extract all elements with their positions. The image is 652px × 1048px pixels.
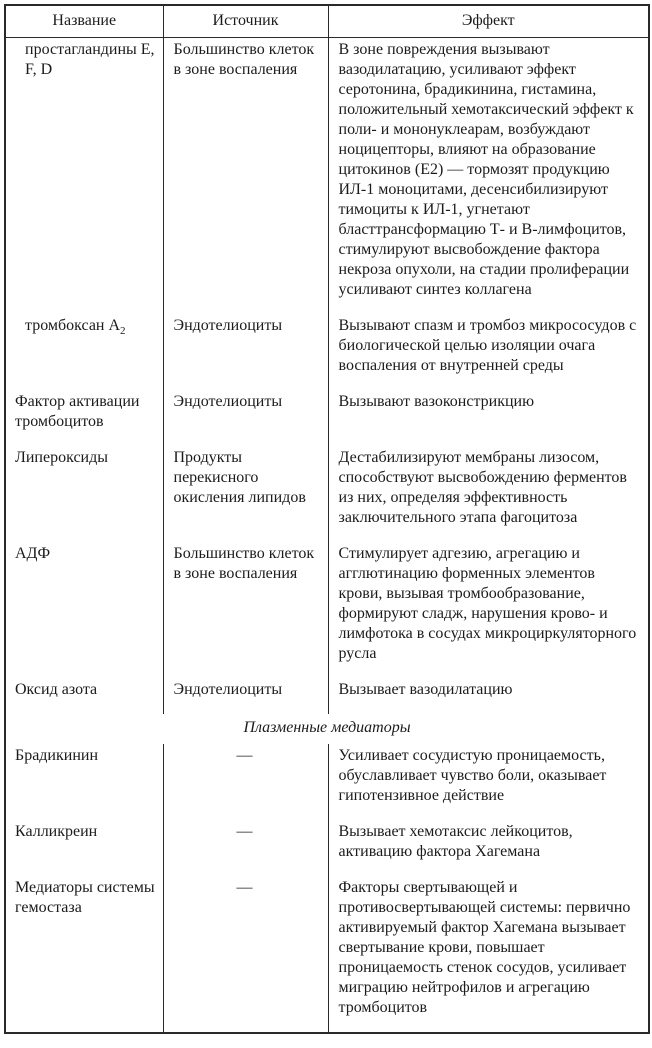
table-row (5, 390, 649, 446)
mediator-source: Эндотелиоциты (163, 390, 328, 446)
table-body (5, 38, 649, 1034)
table-row (5, 876, 649, 1033)
mediator-name-cell (5, 390, 163, 446)
mediator-effect: Вызывают вазоконстрикцию (328, 390, 649, 446)
source-dash: — (163, 744, 328, 820)
mediator-name: Калликреин (15, 823, 98, 840)
mediator-source: Эндотелиоциты (163, 678, 328, 714)
table-row (5, 314, 649, 390)
mediator-effect: Стимулирует адгезию, агрегацию и агглютинацию форменных элементов крови, вызывая тромбообразование, формируют сладж, нарушения крово- и лимфотока в сосудах микроциркуляторного русла (328, 542, 649, 678)
mediator-name: АДФ (15, 545, 51, 562)
mediator-name: простагландины E, F, D (25, 41, 155, 78)
table-row (5, 542, 649, 678)
mediator-name-cell (5, 678, 163, 714)
table-row (5, 38, 649, 315)
mediator-effect: Вызывает вазодилатацию (328, 678, 649, 714)
mediator-source: Большинство клеток в зоне воспаления (163, 542, 328, 678)
table-header (5, 5, 649, 38)
source-dash: — (163, 876, 328, 1033)
mediator-effect: Вызывают спазм и тромбоз микрососудов с биологической целью изоляции очага воспаления от внутренней среды (328, 314, 649, 390)
section-title: Плазменные медиаторы (243, 719, 411, 736)
mediator-name-cell (5, 820, 163, 876)
table-row (5, 446, 649, 542)
mediator-source: Продукты перекисного окисления липидов (163, 446, 328, 542)
mediator-name: Фактор активации тромбоцитов (15, 393, 140, 430)
table-row (5, 678, 649, 714)
mediator-name-cell (5, 314, 163, 390)
table-row (5, 820, 649, 876)
header-row (5, 5, 649, 38)
mediator-source: Эндотелиоциты (163, 314, 328, 390)
mediator-effect: Вызывает хемотаксис лейкоцитов, активацию фактора Хагемана (328, 820, 649, 876)
mediators-table (4, 4, 650, 1034)
mediator-effect: В зоне повреждения вызывают вазодилатацию, усиливают эффект серотонина, брадикинина, гистамина, положительный хемотаксический эффект к поли- и мононуклеарам, возбуждают ноцицепторы, влияют на образование цитокинов (Е2) — тормозят продукцию ИЛ-1 моноцитами, десенсибилизируют тимоциты к ИЛ-1, угнетают бласттрансформацию Т- и В-лимфоцитов, стимулируют высвобождение фактора некроза опухоли, на стадии пролиферации усиливают синтез коллагена (328, 38, 649, 315)
mediator-effect: Дестабилизируют мембраны лизосом, способствуют высвобождению ферментов из них, определяя эффективность заключительного этапа фагоцитоза (328, 446, 649, 542)
mediator-name: Брадикинин (15, 747, 99, 764)
source-dash: — (163, 820, 328, 876)
mediator-source: Большинство клеток в зоне воспаления (163, 38, 328, 315)
mediator-name: тромбоксан А (25, 317, 121, 334)
mediator-effect: Усиливает сосудистую проницаемость, обуславливает чувство боли, оказывает гипотензивное действие (328, 744, 649, 820)
mediator-name: Липероксиды (15, 449, 109, 466)
section-row (5, 714, 649, 744)
column-header-source: Источник (163, 5, 328, 38)
mediator-name-subscript: 2 (120, 325, 126, 338)
mediator-name: Медиаторы системы гемостаза (15, 879, 155, 916)
mediator-name-cell (5, 744, 163, 820)
mediator-name-cell (5, 876, 163, 1033)
mediator-name-cell (5, 446, 163, 542)
mediator-effect: Факторы свертывающей и противосвертывающей системы: первично активируемый фактор Хагемана вызывает свертывание крови, повышает проницаемость стенок сосудов, усиливает миграцию нейтрофилов и агрегацию тромбоцитов (328, 876, 649, 1033)
mediator-name: Оксид азота (15, 681, 98, 698)
mediator-name-cell (5, 38, 163, 315)
column-header-name: Название (5, 5, 163, 38)
column-header-effect: Эффект (328, 5, 649, 38)
table-row (5, 744, 649, 820)
mediator-name-cell (5, 542, 163, 678)
